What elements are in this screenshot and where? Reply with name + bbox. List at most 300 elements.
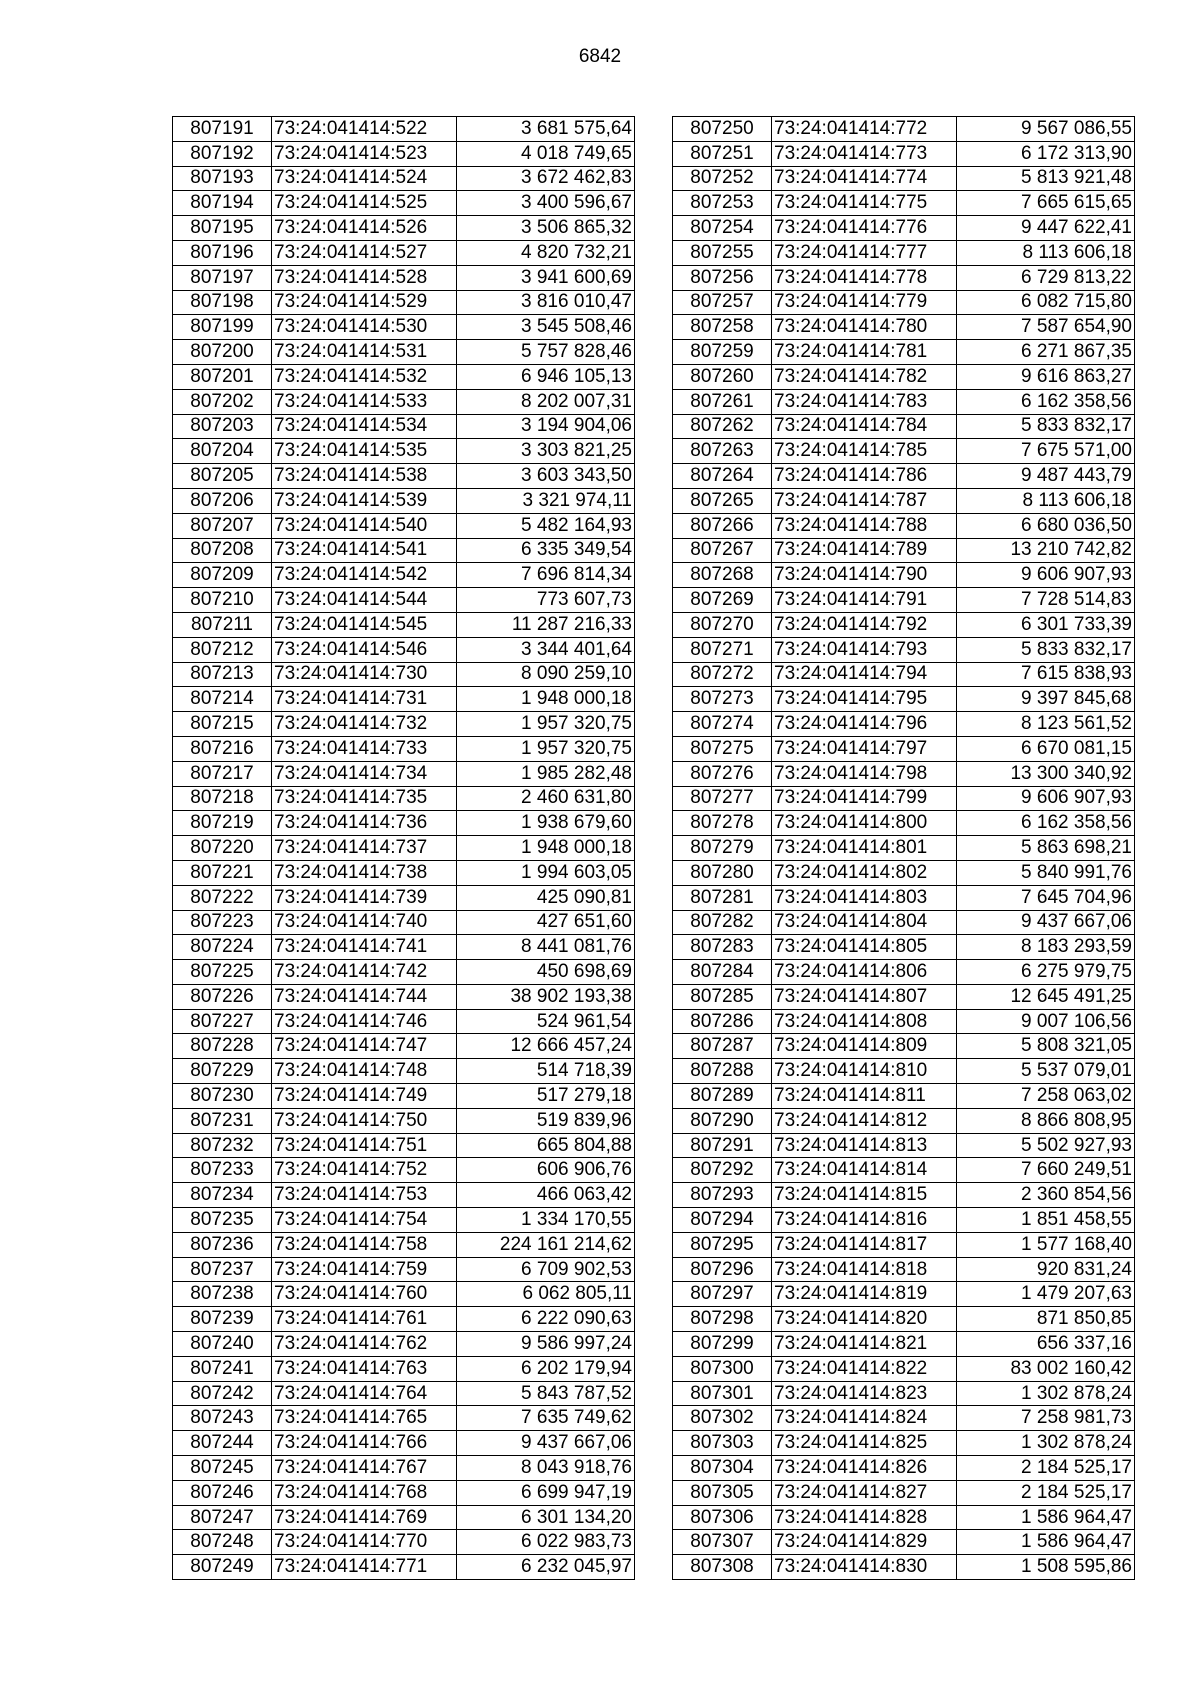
- cadastral-value-cell: 5 808 321,05: [957, 1034, 1135, 1059]
- cadastral-value-cell: 9 606 907,93: [957, 786, 1135, 811]
- table-row: [673, 662, 1135, 687]
- table-row: [673, 1456, 1135, 1481]
- table-row: [673, 1257, 1135, 1282]
- cadastral-value-cell: 7 660 249,51: [957, 1158, 1135, 1183]
- cadastral-number-cell: 73:24:041414:772: [772, 117, 957, 142]
- record-number-cell: 807307: [673, 1530, 772, 1555]
- cadastral-number-cell: 73:24:041414:819: [772, 1282, 957, 1307]
- cadastral-value-cell: 11 287 216,33: [457, 612, 635, 637]
- record-number-cell: 807296: [673, 1257, 772, 1282]
- record-number-cell: 807238: [173, 1282, 272, 1307]
- cadastral-value-cell: 6 162 358,56: [957, 811, 1135, 836]
- cadastral-number-cell: 73:24:041414:821: [772, 1332, 957, 1357]
- record-number-cell: 807199: [173, 315, 272, 340]
- land-register-table-left: [172, 116, 635, 1580]
- record-number-cell: 807264: [673, 464, 772, 489]
- table-row: [673, 414, 1135, 439]
- cadastral-number-cell: 73:24:041414:760: [272, 1282, 457, 1307]
- table-row: [173, 1108, 635, 1133]
- cadastral-number-cell: 73:24:041414:830: [772, 1555, 957, 1580]
- record-number-cell: 807233: [173, 1158, 272, 1183]
- cadastral-value-cell: 7 728 514,83: [957, 588, 1135, 613]
- record-number-cell: 807303: [673, 1431, 772, 1456]
- cadastral-number-cell: 73:24:041414:748: [272, 1059, 457, 1084]
- record-number-cell: 807275: [673, 736, 772, 761]
- record-number-cell: 807241: [173, 1356, 272, 1381]
- cadastral-value-cell: 6 680 036,50: [957, 513, 1135, 538]
- cadastral-value-cell: 6 022 983,73: [457, 1530, 635, 1555]
- cadastral-value-cell: 9 487 443,79: [957, 464, 1135, 489]
- cadastral-number-cell: 73:24:041414:782: [772, 364, 957, 389]
- cadastral-value-cell: 6 222 090,63: [457, 1307, 635, 1332]
- record-number-cell: 807232: [173, 1133, 272, 1158]
- cadastral-value-cell: 5 813 921,48: [957, 166, 1135, 191]
- record-number-cell: 807298: [673, 1307, 772, 1332]
- record-number-cell: 807205: [173, 464, 272, 489]
- cadastral-value-cell: 3 303 821,25: [457, 439, 635, 464]
- cadastral-value-cell: 5 757 828,46: [457, 340, 635, 365]
- table-row: [173, 538, 635, 563]
- cadastral-value-cell: 38 902 193,38: [457, 984, 635, 1009]
- cadastral-value-cell: 6 729 813,22: [957, 265, 1135, 290]
- record-number-cell: 807292: [673, 1158, 772, 1183]
- table-row: [173, 216, 635, 241]
- cadastral-value-cell: 7 258 981,73: [957, 1406, 1135, 1431]
- cadastral-number-cell: 73:24:041414:799: [772, 786, 957, 811]
- cadastral-value-cell: 1 302 878,24: [957, 1431, 1135, 1456]
- cadastral-value-cell: 2 184 525,17: [957, 1480, 1135, 1505]
- cadastral-value-cell: 9 397 845,68: [957, 687, 1135, 712]
- record-number-cell: 807262: [673, 414, 772, 439]
- cadastral-value-cell: 13 210 742,82: [957, 538, 1135, 563]
- cadastral-number-cell: 73:24:041414:805: [772, 935, 957, 960]
- cadastral-value-cell: 4 018 749,65: [457, 141, 635, 166]
- cadastral-value-cell: 6 172 313,90: [957, 141, 1135, 166]
- cadastral-number-cell: 73:24:041414:791: [772, 588, 957, 613]
- cadastral-value-cell: 8 090 259,10: [457, 662, 635, 687]
- table-row: [173, 464, 635, 489]
- cadastral-value-cell: 606 906,76: [457, 1158, 635, 1183]
- table-row: [173, 588, 635, 613]
- record-number-cell: 807283: [673, 935, 772, 960]
- table-row: [173, 960, 635, 985]
- cadastral-number-cell: 73:24:041414:785: [772, 439, 957, 464]
- cadastral-number-cell: 73:24:041414:751: [272, 1133, 457, 1158]
- cadastral-number-cell: 73:24:041414:816: [772, 1208, 957, 1233]
- cadastral-number-cell: 73:24:041414:542: [272, 563, 457, 588]
- table-row: [673, 1034, 1135, 1059]
- cadastral-number-cell: 73:24:041414:822: [772, 1356, 957, 1381]
- record-number-cell: 807192: [173, 141, 272, 166]
- cadastral-number-cell: 73:24:041414:767: [272, 1456, 457, 1481]
- cadastral-value-cell: 3 400 596,67: [457, 191, 635, 216]
- cadastral-number-cell: 73:24:041414:787: [772, 488, 957, 513]
- cadastral-value-cell: 7 635 749,62: [457, 1406, 635, 1431]
- table-row: [673, 240, 1135, 265]
- table-row: [673, 1208, 1135, 1233]
- table-row: [173, 1505, 635, 1530]
- table-row: [673, 166, 1135, 191]
- cadastral-number-cell: 73:24:041414:812: [772, 1108, 957, 1133]
- record-number-cell: 807293: [673, 1183, 772, 1208]
- table-row: [673, 315, 1135, 340]
- table-row: [673, 736, 1135, 761]
- cadastral-value-cell: 9 437 667,06: [457, 1431, 635, 1456]
- cadastral-value-cell: 1 994 603,05: [457, 860, 635, 885]
- table-row: [673, 563, 1135, 588]
- record-number-cell: 807284: [673, 960, 772, 985]
- cadastral-number-cell: 73:24:041414:523: [272, 141, 457, 166]
- cadastral-value-cell: 1 985 282,48: [457, 761, 635, 786]
- cadastral-value-cell: 3 941 600,69: [457, 265, 635, 290]
- table-row: [173, 637, 635, 662]
- cadastral-number-cell: 73:24:041414:793: [772, 637, 957, 662]
- table-row: [173, 1480, 635, 1505]
- table-row: [173, 1530, 635, 1555]
- cadastral-value-cell: 1 948 000,18: [457, 836, 635, 861]
- record-number-cell: 807244: [173, 1431, 272, 1456]
- record-number-cell: 807225: [173, 960, 272, 985]
- record-number-cell: 807270: [673, 612, 772, 637]
- cadastral-value-cell: 871 850,85: [957, 1307, 1135, 1332]
- table-row: [173, 1183, 635, 1208]
- table-row: [173, 191, 635, 216]
- cadastral-number-cell: 73:24:041414:541: [272, 538, 457, 563]
- cadastral-number-cell: 73:24:041414:529: [272, 290, 457, 315]
- cadastral-value-cell: 3 603 343,50: [457, 464, 635, 489]
- cadastral-number-cell: 73:24:041414:522: [272, 117, 457, 142]
- record-number-cell: 807249: [173, 1555, 272, 1580]
- record-number-cell: 807231: [173, 1108, 272, 1133]
- cadastral-number-cell: 73:24:041414:750: [272, 1108, 457, 1133]
- table-row: [673, 141, 1135, 166]
- cadastral-number-cell: 73:24:041414:746: [272, 1009, 457, 1034]
- cadastral-number-cell: 73:24:041414:533: [272, 389, 457, 414]
- record-number-cell: 807251: [673, 141, 772, 166]
- record-number-cell: 807256: [673, 265, 772, 290]
- table-row: [673, 1332, 1135, 1357]
- cadastral-number-cell: 73:24:041414:765: [272, 1406, 457, 1431]
- table-row: [173, 712, 635, 737]
- cadastral-number-cell: 73:24:041414:770: [272, 1530, 457, 1555]
- record-number-cell: 807221: [173, 860, 272, 885]
- table-row: [173, 240, 635, 265]
- record-number-cell: 807300: [673, 1356, 772, 1381]
- cadastral-number-cell: 73:24:041414:796: [772, 712, 957, 737]
- cadastral-number-cell: 73:24:041414:784: [772, 414, 957, 439]
- record-number-cell: 807218: [173, 786, 272, 811]
- cadastral-number-cell: 73:24:041414:732: [272, 712, 457, 737]
- record-number-cell: 807217: [173, 761, 272, 786]
- record-number-cell: 807267: [673, 538, 772, 563]
- record-number-cell: 807228: [173, 1034, 272, 1059]
- cadastral-value-cell: 920 831,24: [957, 1257, 1135, 1282]
- table-row: [173, 340, 635, 365]
- record-number-cell: 807294: [673, 1208, 772, 1233]
- record-number-cell: 807271: [673, 637, 772, 662]
- cadastral-value-cell: 773 607,73: [457, 588, 635, 613]
- record-number-cell: 807204: [173, 439, 272, 464]
- table-row: [673, 1356, 1135, 1381]
- cadastral-value-cell: 224 161 214,62: [457, 1232, 635, 1257]
- table-row: [173, 1307, 635, 1332]
- cadastral-value-cell: 7 696 814,34: [457, 563, 635, 588]
- cadastral-number-cell: 73:24:041414:525: [272, 191, 457, 216]
- table-row: [173, 290, 635, 315]
- cadastral-number-cell: 73:24:041414:538: [272, 464, 457, 489]
- record-number-cell: 807211: [173, 612, 272, 637]
- record-number-cell: 807285: [673, 984, 772, 1009]
- cadastral-value-cell: 6 202 179,94: [457, 1356, 635, 1381]
- table-row: [173, 612, 635, 637]
- record-number-cell: 807301: [673, 1381, 772, 1406]
- table-row: [173, 885, 635, 910]
- record-number-cell: 807272: [673, 662, 772, 687]
- cadastral-value-cell: 524 961,54: [457, 1009, 635, 1034]
- cadastral-value-cell: 3 681 575,64: [457, 117, 635, 142]
- record-number-cell: 807257: [673, 290, 772, 315]
- cadastral-number-cell: 73:24:041414:768: [272, 1480, 457, 1505]
- cadastral-number-cell: 73:24:041414:532: [272, 364, 457, 389]
- record-number-cell: 807222: [173, 885, 272, 910]
- cadastral-value-cell: 8 123 561,52: [957, 712, 1135, 737]
- table-row: [173, 761, 635, 786]
- cadastral-value-cell: 6 162 358,56: [957, 389, 1135, 414]
- table-row: [673, 364, 1135, 389]
- cadastral-number-cell: 73:24:041414:780: [772, 315, 957, 340]
- cadastral-value-cell: 8 113 606,18: [957, 488, 1135, 513]
- cadastral-number-cell: 73:24:041414:794: [772, 662, 957, 687]
- record-number-cell: 807223: [173, 910, 272, 935]
- cadastral-number-cell: 73:24:041414:762: [272, 1332, 457, 1357]
- cadastral-number-cell: 73:24:041414:766: [272, 1431, 457, 1456]
- cadastral-value-cell: 8 113 606,18: [957, 240, 1135, 265]
- table-row: [673, 1282, 1135, 1307]
- cadastral-number-cell: 73:24:041414:781: [772, 340, 957, 365]
- cadastral-number-cell: 73:24:041414:739: [272, 885, 457, 910]
- record-number-cell: 807220: [173, 836, 272, 861]
- table-row: [673, 1009, 1135, 1034]
- table-row: [673, 1505, 1135, 1530]
- record-number-cell: 807209: [173, 563, 272, 588]
- cadastral-value-cell: 514 718,39: [457, 1059, 635, 1084]
- table-row: [673, 860, 1135, 885]
- cadastral-number-cell: 73:24:041414:771: [272, 1555, 457, 1580]
- table-row: [173, 1555, 635, 1580]
- table-row: [173, 117, 635, 142]
- cadastral-value-cell: 6 709 902,53: [457, 1257, 635, 1282]
- cadastral-value-cell: 6 670 081,15: [957, 736, 1135, 761]
- cadastral-number-cell: 73:24:041414:817: [772, 1232, 957, 1257]
- cadastral-number-cell: 73:24:041414:820: [772, 1307, 957, 1332]
- record-number-cell: 807207: [173, 513, 272, 538]
- cadastral-value-cell: 6 062 805,11: [457, 1282, 635, 1307]
- table-row: [673, 513, 1135, 538]
- record-number-cell: 807215: [173, 712, 272, 737]
- cadastral-value-cell: 13 300 340,92: [957, 761, 1135, 786]
- table-row: [673, 1232, 1135, 1257]
- table-row: [173, 563, 635, 588]
- record-number-cell: 807261: [673, 389, 772, 414]
- cadastral-number-cell: 73:24:041414:742: [272, 960, 457, 985]
- table-row: [173, 935, 635, 960]
- table-row: [673, 1059, 1135, 1084]
- cadastral-number-cell: 73:24:041414:790: [772, 563, 957, 588]
- record-number-cell: 807305: [673, 1480, 772, 1505]
- table-row: [673, 290, 1135, 315]
- record-number-cell: 807266: [673, 513, 772, 538]
- cadastral-number-cell: 73:24:041414:752: [272, 1158, 457, 1183]
- table-row: [673, 265, 1135, 290]
- table-row: [173, 1381, 635, 1406]
- table-row: [673, 1133, 1135, 1158]
- table-row: [673, 1183, 1135, 1208]
- table-row: [173, 265, 635, 290]
- cadastral-number-cell: 73:24:041414:825: [772, 1431, 957, 1456]
- record-number-cell: 807268: [673, 563, 772, 588]
- record-number-cell: 807250: [673, 117, 772, 142]
- cadastral-value-cell: 665 804,88: [457, 1133, 635, 1158]
- cadastral-value-cell: 9 567 086,55: [957, 117, 1135, 142]
- cadastral-number-cell: 73:24:041414:802: [772, 860, 957, 885]
- cadastral-number-cell: 73:24:041414:530: [272, 315, 457, 340]
- cadastral-value-cell: 7 665 615,65: [957, 191, 1135, 216]
- cadastral-number-cell: 73:24:041414:792: [772, 612, 957, 637]
- cadastral-value-cell: 4 820 732,21: [457, 240, 635, 265]
- cadastral-number-cell: 73:24:041414:806: [772, 960, 957, 985]
- table-row: [673, 687, 1135, 712]
- cadastral-number-cell: 73:24:041414:747: [272, 1034, 457, 1059]
- cadastral-number-cell: 73:24:041414:776: [772, 216, 957, 241]
- record-number-cell: 807236: [173, 1232, 272, 1257]
- table-row: [673, 117, 1135, 142]
- cadastral-value-cell: 5 482 164,93: [457, 513, 635, 538]
- table-row: [173, 389, 635, 414]
- record-number-cell: 807206: [173, 488, 272, 513]
- table-row: [673, 612, 1135, 637]
- cadastral-value-cell: 1 577 168,40: [957, 1232, 1135, 1257]
- cadastral-number-cell: 73:24:041414:763: [272, 1356, 457, 1381]
- cadastral-number-cell: 73:24:041414:730: [272, 662, 457, 687]
- record-number-cell: 807239: [173, 1307, 272, 1332]
- cadastral-value-cell: 6 082 715,80: [957, 290, 1135, 315]
- record-number-cell: 807213: [173, 662, 272, 687]
- table-row: [173, 1332, 635, 1357]
- record-number-cell: 807201: [173, 364, 272, 389]
- cadastral-number-cell: 73:24:041414:733: [272, 736, 457, 761]
- record-number-cell: 807277: [673, 786, 772, 811]
- cadastral-value-cell: 1 957 320,75: [457, 736, 635, 761]
- record-number-cell: 807226: [173, 984, 272, 1009]
- cadastral-number-cell: 73:24:041414:803: [772, 885, 957, 910]
- table-row: [173, 860, 635, 885]
- cadastral-value-cell: 656 337,16: [957, 1332, 1135, 1357]
- table-row: [673, 1084, 1135, 1109]
- cadastral-value-cell: 3 344 401,64: [457, 637, 635, 662]
- cadastral-number-cell: 73:24:041414:829: [772, 1530, 957, 1555]
- record-number-cell: 807216: [173, 736, 272, 761]
- record-number-cell: 807193: [173, 166, 272, 191]
- cadastral-value-cell: 2 184 525,17: [957, 1456, 1135, 1481]
- record-number-cell: 807214: [173, 687, 272, 712]
- record-number-cell: 807289: [673, 1084, 772, 1109]
- table-row: [673, 1530, 1135, 1555]
- record-number-cell: 807203: [173, 414, 272, 439]
- table-row: [673, 1480, 1135, 1505]
- record-number-cell: 807265: [673, 488, 772, 513]
- cadastral-value-cell: 2 460 631,80: [457, 786, 635, 811]
- record-number-cell: 807210: [173, 588, 272, 613]
- record-number-cell: 807258: [673, 315, 772, 340]
- table-row: [173, 315, 635, 340]
- cadastral-value-cell: 7 615 838,93: [957, 662, 1135, 687]
- record-number-cell: 807202: [173, 389, 272, 414]
- table-row: [673, 488, 1135, 513]
- table-row: [173, 1257, 635, 1282]
- table-row: [673, 960, 1135, 985]
- record-number-cell: 807280: [673, 860, 772, 885]
- record-number-cell: 807246: [173, 1480, 272, 1505]
- cadastral-value-cell: 8 441 081,76: [457, 935, 635, 960]
- cadastral-number-cell: 73:24:041414:769: [272, 1505, 457, 1530]
- table-row: [673, 1158, 1135, 1183]
- cadastral-value-cell: 1 948 000,18: [457, 687, 635, 712]
- cadastral-value-cell: 9 437 667,06: [957, 910, 1135, 935]
- cadastral-value-cell: 7 675 571,00: [957, 439, 1135, 464]
- table-row: [173, 439, 635, 464]
- cadastral-number-cell: 73:24:041414:786: [772, 464, 957, 489]
- cadastral-number-cell: 73:24:041414:761: [272, 1307, 457, 1332]
- table-row: [673, 340, 1135, 365]
- cadastral-number-cell: 73:24:041414:777: [772, 240, 957, 265]
- record-number-cell: 807295: [673, 1232, 772, 1257]
- record-number-cell: 807281: [673, 885, 772, 910]
- record-number-cell: 807269: [673, 588, 772, 613]
- cadastral-value-cell: 8 866 808,95: [957, 1108, 1135, 1133]
- table-row: [173, 1009, 635, 1034]
- record-number-cell: 807279: [673, 836, 772, 861]
- record-number-cell: 807302: [673, 1406, 772, 1431]
- record-number-cell: 807259: [673, 340, 772, 365]
- cadastral-number-cell: 73:24:041414:823: [772, 1381, 957, 1406]
- record-number-cell: 807278: [673, 811, 772, 836]
- record-number-cell: 807247: [173, 1505, 272, 1530]
- cadastral-value-cell: 8 183 293,59: [957, 935, 1135, 960]
- record-number-cell: 807191: [173, 117, 272, 142]
- cadastral-value-cell: 1 334 170,55: [457, 1208, 635, 1233]
- cadastral-number-cell: 73:24:041414:775: [772, 191, 957, 216]
- cadastral-number-cell: 73:24:041414:804: [772, 910, 957, 935]
- record-number-cell: 807273: [673, 687, 772, 712]
- cadastral-value-cell: 5 840 991,76: [957, 860, 1135, 885]
- cadastral-value-cell: 450 698,69: [457, 960, 635, 985]
- cadastral-value-cell: 6 301 733,39: [957, 612, 1135, 637]
- table-row: [673, 1108, 1135, 1133]
- cadastral-number-cell: 73:24:041414:534: [272, 414, 457, 439]
- cadastral-value-cell: 6 301 134,20: [457, 1505, 635, 1530]
- cadastral-value-cell: 3 816 010,47: [457, 290, 635, 315]
- cadastral-value-cell: 12 645 491,25: [957, 984, 1135, 1009]
- record-number-cell: 807252: [673, 166, 772, 191]
- record-number-cell: 807290: [673, 1108, 772, 1133]
- table-row: [673, 836, 1135, 861]
- table-row: [673, 637, 1135, 662]
- cadastral-value-cell: 1 586 964,47: [957, 1530, 1135, 1555]
- record-number-cell: 807299: [673, 1332, 772, 1357]
- cadastral-number-cell: 73:24:041414:798: [772, 761, 957, 786]
- cadastral-value-cell: 5 843 787,52: [457, 1381, 635, 1406]
- cadastral-number-cell: 73:24:041414:808: [772, 1009, 957, 1034]
